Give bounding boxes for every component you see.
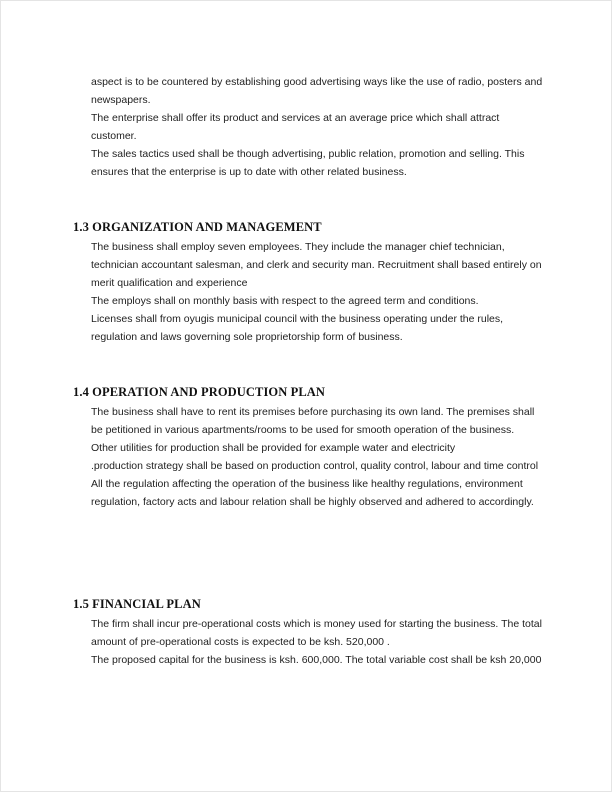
paragraph: The enterprise shall offer its product and services at an average price which shall attract customer. (91, 112, 500, 142)
paragraph: The sales tactics used shall be though advertising, public relation, promotion and selling. This ensures that the enterprise is up to date with other related business. (91, 148, 525, 178)
section-heading: 1.4 OPERATION AND PRODUCTION PLAN (73, 385, 326, 399)
paragraph: The business shall employ seven employees. They include the manager chief technician, technician accountant salesman, and clerk and security man. Recruitment shall based entirely on merit qualification and experience (91, 241, 542, 289)
paragraph: Other utilities for production shall be provided for example water and electricity (91, 442, 456, 454)
section-heading: 1.3 ORGANIZATION AND MANAGEMENT (73, 220, 322, 234)
paragraph: All the regulation affecting the operation of the business like healthy regulations, environment regulation, factory acts and labour relation shall be highly observed and adhered to accordingly. (91, 478, 534, 508)
paragraph: The proposed capital for the business is ksh. 600,000. The total variable cost shall be ksh 20,000 (91, 654, 542, 666)
paragraph: The firm shall incur pre-operational costs which is money used for starting the business. The total amount of pre-operational costs is expected to be ksh. 520,000 . (91, 618, 542, 648)
paragraph: aspect is to be countered by establishing good advertising ways like the use of radio, posters and newspapers. (91, 76, 543, 106)
section-financial-plan (73, 595, 543, 669)
intro-block (73, 73, 543, 181)
section-heading: 1.5 FINANCIAL PLAN (73, 597, 201, 611)
section-operation-and-production-plan (73, 383, 543, 511)
paragraph: Licenses shall from oyugis municipal council with the business operating under the rules, regulation and laws governing sole proprietorship form of business. (91, 313, 504, 343)
paragraph: The employs shall on monthly basis with respect to the agreed term and conditions. (91, 295, 479, 307)
section-organization-and-management (73, 218, 543, 346)
paragraph: .production strategy shall be based on production control, quality control, labour and time control (91, 460, 539, 472)
paragraph: The business shall have to rent its premises before purchasing its own land. The premises shall be petitioned in various apartments/rooms to be used for smooth operation of the business. (91, 406, 535, 436)
